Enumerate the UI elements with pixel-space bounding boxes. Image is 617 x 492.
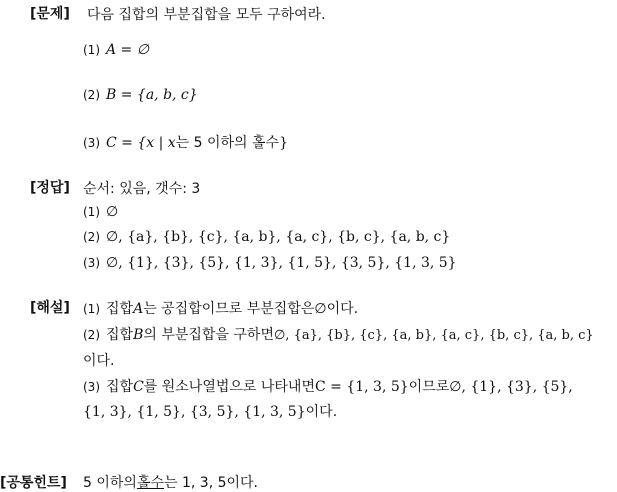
text-part: 이다. (326, 301, 359, 317)
set-variable: C (133, 379, 144, 395)
answer-expression: ∅ (106, 204, 119, 220)
answer-tag: [정답] (30, 180, 70, 196)
answer-item-3 (83, 255, 457, 271)
set-expression: {1, 3}, {1, 5}, {3, 5}, {1, 3, 5} (83, 404, 306, 420)
set-close: } (279, 135, 288, 151)
explanation-line-3 (83, 376, 573, 396)
problem-item-2 (83, 87, 198, 103)
item-number: (1) (83, 43, 100, 57)
set-variable: B (133, 327, 144, 343)
set-expression: ∅, {a}, {b}, {c}, {a, b}, {a, c}, {b, c}, {a, b, c} (273, 328, 594, 343)
set-expression: ∅, {1}, {3}, {5}, (449, 379, 573, 395)
problem-item-1 (83, 42, 149, 58)
answer-item-1 (83, 204, 118, 220)
text-part: 5 이하의 (83, 475, 137, 491)
problem-item-3 (83, 132, 288, 152)
explanation-line-1 (83, 298, 358, 318)
text-part: 이므로 (408, 379, 450, 395)
text-part: 집합 (106, 379, 134, 395)
text-part: 는 공집합이므로 부분집합은 (143, 301, 315, 317)
text-part: 의 부분집합을 구하면 (143, 327, 274, 343)
problem-tag: [문제] (30, 6, 70, 22)
item-number: (2) (83, 88, 100, 102)
hint-keyword: 홀수 (136, 475, 164, 491)
answer-item-2 (83, 229, 450, 245)
set-expression: C = {x | x (106, 135, 176, 151)
item-number: (3) (83, 136, 100, 150)
explanation-tag: [해설] (30, 300, 70, 316)
text-part: 를 원소나열법으로 나타내면 (143, 379, 315, 395)
set-expression: A = ∅ (106, 42, 149, 58)
item-number: (2) (83, 328, 100, 342)
hint-tag: [공통힌트] (0, 475, 67, 491)
answer-expression: ∅, {1}, {3}, {5}, {1, 3}, {1, 5}, {3, 5}, {1, 3, 5} (106, 255, 457, 271)
set-expression: C = {1, 3, 5} (314, 379, 409, 395)
set-condition: 는 5 이하의 홀수 (175, 135, 280, 151)
problem-instruction: 다음 집합의 부분집합을 모두 구하여라. (87, 7, 326, 23)
item-number: (3) (83, 256, 100, 270)
text-part: 이다. (305, 404, 338, 420)
explanation-line-2-cont: 이다. (83, 353, 115, 369)
explanation-line-2 (83, 324, 594, 344)
item-number: (1) (83, 302, 100, 316)
explanation-line-3-cont (83, 401, 337, 421)
set-expression: ∅ (314, 301, 327, 317)
text-part: 집합 (106, 327, 134, 343)
hint-text (83, 472, 258, 492)
set-expression: B = {a, b, c} (106, 87, 198, 103)
answer-expression: ∅, {a}, {b}, {c}, {a, b}, {a, c}, {b, c}, {a, b, c} (106, 229, 451, 245)
item-number: (2) (83, 230, 100, 244)
text-part: 집합 (106, 301, 134, 317)
item-number: (1) (83, 205, 100, 219)
item-number: (3) (83, 380, 100, 394)
set-variable: A (133, 301, 144, 317)
answer-summary: 순서: 있음, 갯수: 3 (83, 181, 201, 197)
text-part: 는 1, 3, 5이다. (164, 475, 258, 491)
